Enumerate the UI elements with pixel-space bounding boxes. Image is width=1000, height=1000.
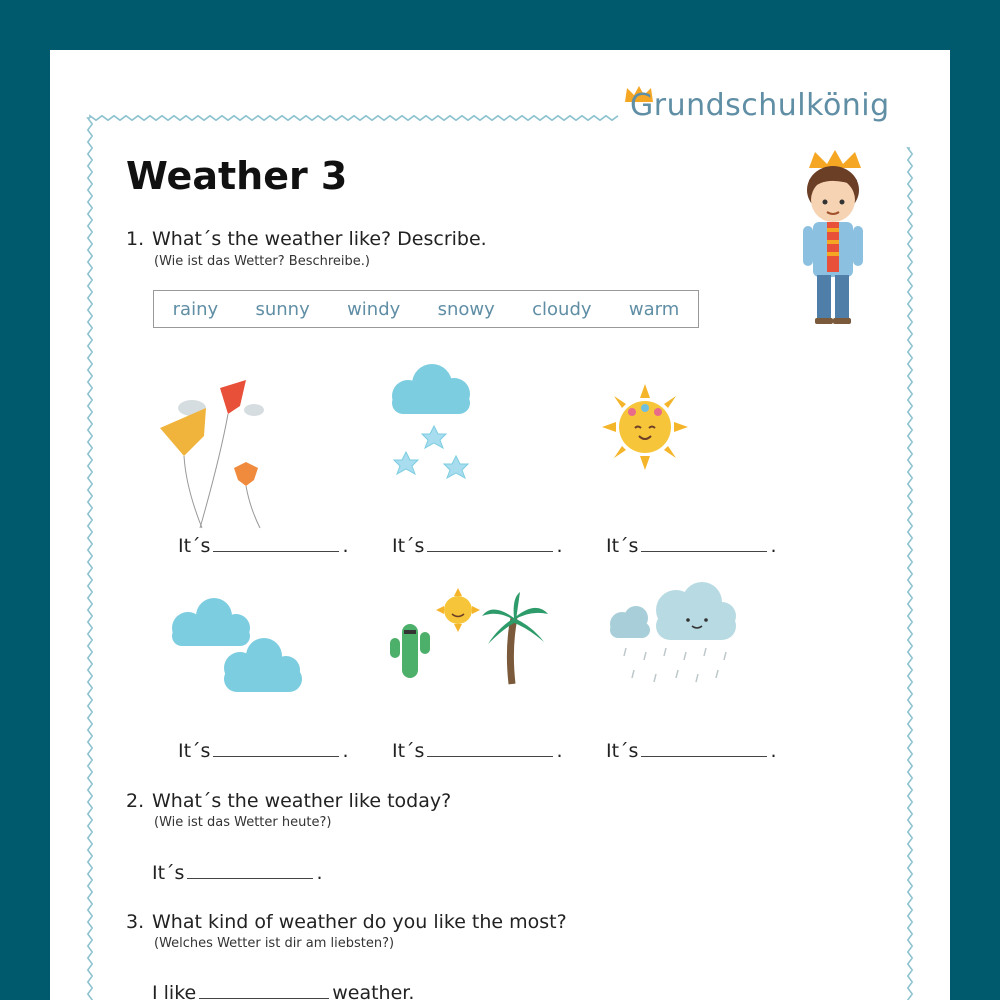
answer-suffix: weather.	[332, 982, 415, 1000]
word-bank-item: snowy	[437, 298, 495, 320]
answer-blank[interactable]	[213, 551, 339, 552]
word-bank-item: windy	[347, 298, 401, 320]
question-3-text: What kind of weather do you like the most?	[152, 911, 567, 933]
answer-blank[interactable]	[427, 756, 553, 757]
question-2-translation: (Wie ist das Wetter heute?)	[154, 815, 332, 830]
answer-line-favorite[interactable]	[152, 982, 414, 1000]
answer-line-4[interactable]	[178, 740, 349, 762]
cloud-snowflakes-picture	[388, 362, 476, 490]
question-1-translation: (Wie ist das Wetter? Beschreibe.)	[154, 254, 370, 269]
worksheet-page	[50, 50, 950, 1000]
answer-line-2[interactable]	[392, 535, 563, 557]
question-3-translation: (Welches Wetter ist dir am liebsten?)	[154, 936, 395, 951]
answer-prefix: It´s	[606, 535, 639, 557]
word-bank-item: sunny	[255, 298, 310, 320]
answer-prefix: It´s	[392, 535, 425, 557]
kites-wind-picture	[150, 378, 270, 530]
sun-flowers-picture	[602, 384, 688, 470]
answer-blank[interactable]	[199, 998, 329, 999]
two-clouds-picture	[170, 598, 306, 694]
answer-line-today[interactable]	[152, 862, 323, 884]
question-2	[126, 790, 451, 812]
question-2-number: 2.	[126, 790, 145, 812]
word-bank-item: cloudy	[532, 298, 592, 320]
answer-prefix: I like	[152, 982, 197, 1000]
answer-prefix: It´s	[178, 740, 211, 762]
boy-with-crown-picture	[785, 150, 885, 330]
answer-blank[interactable]	[641, 551, 767, 552]
answer-prefix: It´s	[152, 862, 185, 884]
answer-suffix: .	[770, 740, 777, 762]
word-bank	[153, 290, 699, 328]
answer-suffix: .	[342, 535, 349, 557]
answer-prefix: It´s	[178, 535, 211, 557]
answer-suffix: .	[316, 862, 323, 884]
question-2-text: What´s the weather like today?	[152, 790, 452, 812]
answer-prefix: It´s	[392, 740, 425, 762]
answer-line-6[interactable]	[606, 740, 777, 762]
rain-cloud-picture	[606, 582, 738, 694]
answer-blank[interactable]	[427, 551, 553, 552]
answer-suffix: .	[556, 740, 563, 762]
answer-line-1[interactable]	[178, 535, 349, 557]
question-1-text: What´s the weather like? Describe.	[152, 228, 487, 250]
cactus-sun-palm-picture	[388, 588, 550, 686]
question-3	[126, 911, 567, 933]
word-bank-item: warm	[628, 298, 680, 320]
answer-line-3[interactable]	[606, 535, 777, 557]
question-1	[126, 228, 487, 250]
answer-prefix: It´s	[606, 740, 639, 762]
answer-blank[interactable]	[187, 878, 313, 879]
answer-suffix: .	[556, 535, 563, 557]
word-bank-item: rainy	[172, 298, 219, 320]
answer-blank[interactable]	[641, 756, 767, 757]
answer-suffix: .	[770, 535, 777, 557]
answer-blank[interactable]	[213, 756, 339, 757]
brand-name: Grundschulkönig	[630, 88, 890, 123]
answer-suffix: .	[342, 740, 349, 762]
page-title: Weather 3	[126, 154, 348, 198]
answer-line-5[interactable]	[392, 740, 563, 762]
question-3-number: 3.	[126, 911, 145, 933]
question-1-number: 1.	[126, 228, 145, 250]
